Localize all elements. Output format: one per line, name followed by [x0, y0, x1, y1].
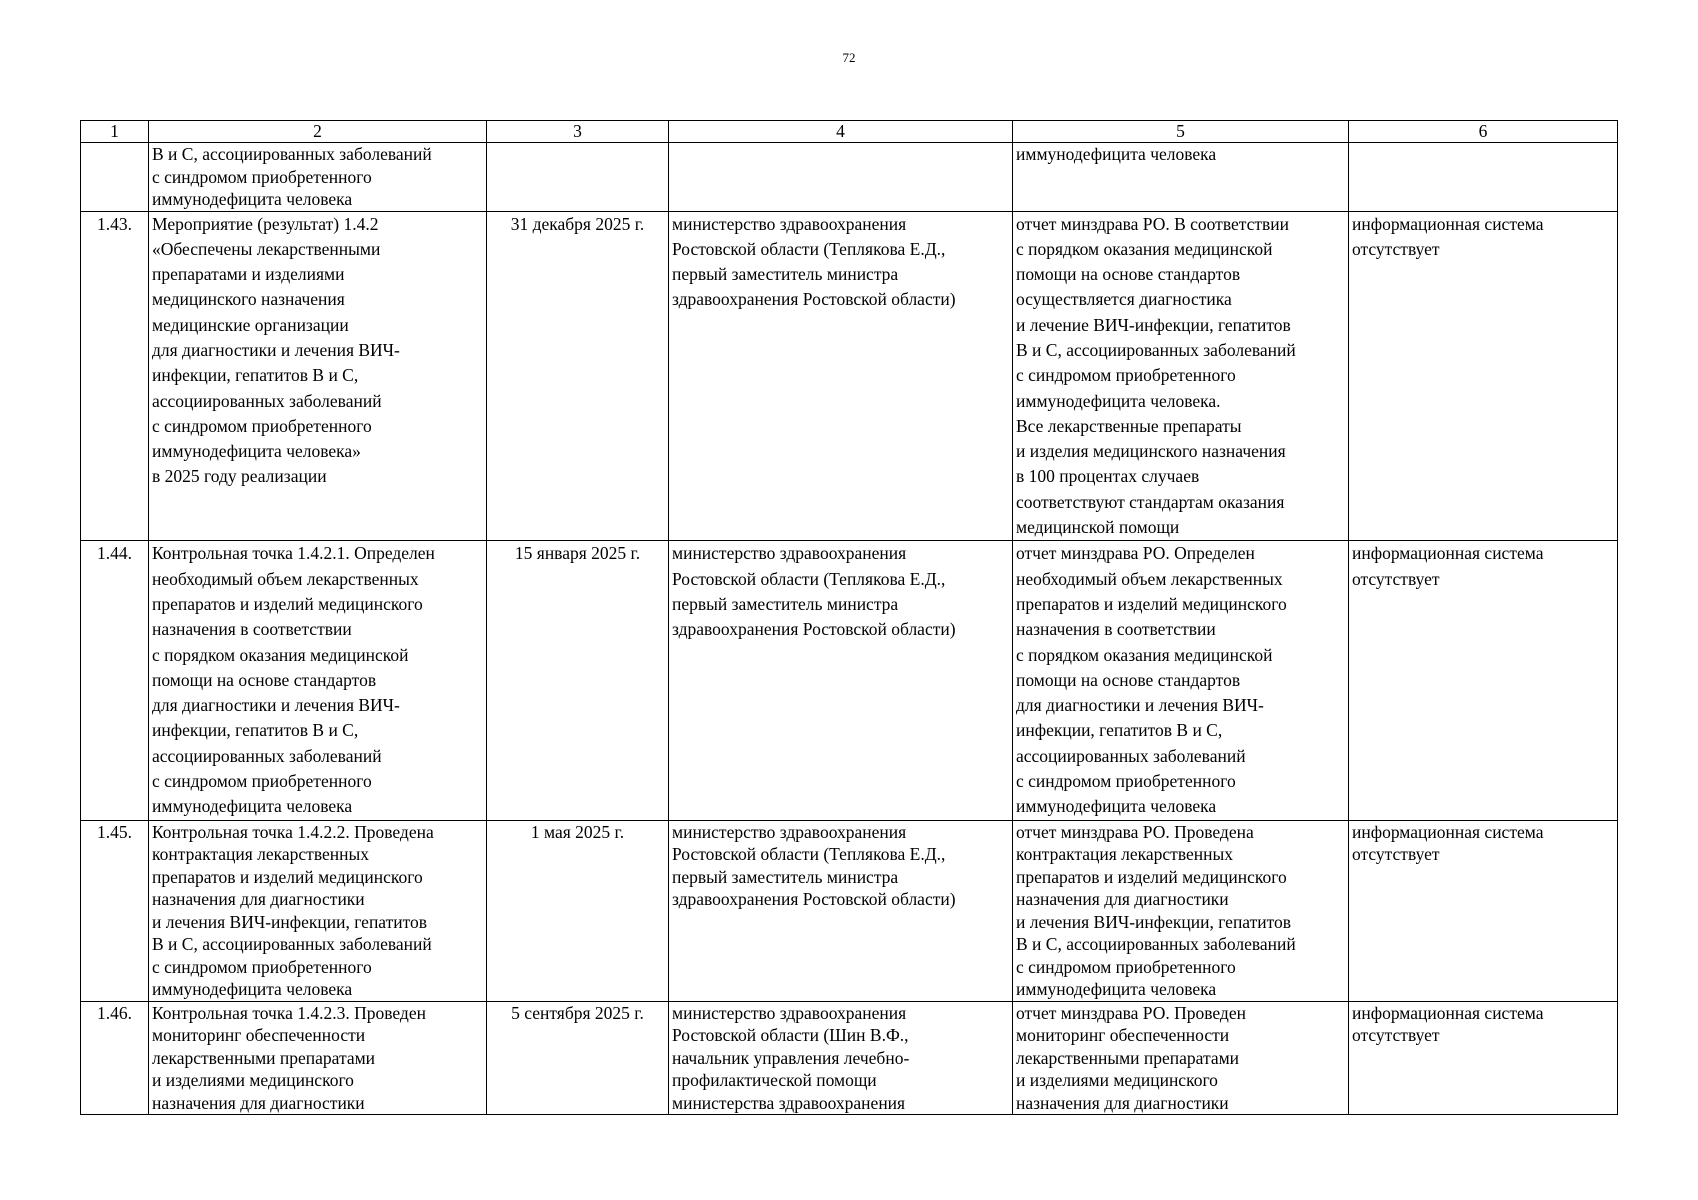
event-cell: [149, 541, 487, 820]
column-header: 6: [1349, 121, 1618, 143]
cell-line: информационная система: [1352, 543, 1544, 564]
cell-line: назначения для диагностики: [1016, 1092, 1229, 1113]
info-system-cell: [1349, 143, 1618, 212]
result-document-cell: [1013, 541, 1349, 820]
event-cell: [149, 1001, 487, 1115]
responsible-cell: [669, 211, 1013, 541]
cell-line: иммунодефицита человека»: [152, 441, 361, 462]
cell-line: медицинские организации: [152, 314, 349, 335]
cell-line: министерства здравоохранения: [672, 1092, 906, 1113]
cell-line: Ростовской области (Шин В.Ф.,: [672, 1025, 909, 1046]
info-system-cell: [1349, 211, 1618, 541]
cell-line: назначения для диагностики: [152, 1092, 365, 1113]
cell-line: контрактация лекарственных: [1016, 844, 1233, 865]
result-document-cell: [1013, 1001, 1349, 1115]
cell-line: В и С, ассоциированных заболеваний: [1016, 934, 1296, 955]
cell-line: с синдромом приобретенного: [1016, 365, 1236, 386]
cell-line: помощи на основе стандартов: [152, 669, 377, 690]
cell-line: иммунодефицита человека: [1016, 144, 1217, 164]
cell-line: медицинской помощи: [1016, 517, 1180, 538]
cell-line: и изделиями медицинского: [152, 1070, 354, 1091]
cell-line: препаратов и изделий медицинского: [152, 866, 423, 887]
cell-line: инфекции, гепатитов В и С,: [1016, 720, 1223, 741]
result-document-cell: [1013, 143, 1349, 212]
responsible-cell: [669, 143, 1013, 212]
cell-line: отчет минздрава РО. Проведен: [1016, 1002, 1246, 1023]
result-document-cell: [1013, 820, 1349, 1001]
cell-line: с порядком оказания медицинской: [1016, 644, 1273, 665]
cell-line: Все лекарственные препараты: [1016, 415, 1242, 436]
row-number-cell: 1.46.: [81, 1001, 149, 1115]
cell-line: первый заместитель министра: [672, 593, 899, 614]
cell-line: назначения для диагностики: [1016, 889, 1229, 910]
responsible-cell: [669, 1001, 1013, 1115]
column-header: 1: [81, 121, 149, 143]
cell-line: и изделиями медицинского: [1016, 1070, 1218, 1091]
responsible-cell: [669, 820, 1013, 1001]
cell-line: с синдромом приобретенного: [152, 415, 372, 436]
info-system-cell: [1349, 820, 1618, 1001]
cell-line: помощи на основе стандартов: [1016, 264, 1241, 285]
cell-line: здравоохранения Ростовской области): [672, 619, 956, 640]
cell-line: с синдромом приобретенного: [152, 166, 372, 187]
info-system-cell: [1349, 1001, 1618, 1115]
deadline-cell: 1 мая 2025 г.: [487, 820, 669, 1001]
cell-line: необходимый объем лекарственных: [1016, 568, 1283, 589]
cell-line: помощи на основе стандартов: [1016, 669, 1241, 690]
cell-line: иммунодефицита человека: [1016, 979, 1217, 1000]
cell-line: информационная система: [1352, 821, 1544, 842]
cell-line: в 100 процентах случаев: [1016, 466, 1200, 487]
result-document-cell: [1013, 211, 1349, 541]
cell-line: Контрольная точка 1.4.2.1. Определен: [152, 543, 435, 564]
cell-line: с синдромом приобретенного: [152, 956, 372, 977]
cell-line: необходимый объем лекарственных: [152, 568, 419, 589]
cell-line: препаратов и изделий медицинского: [1016, 593, 1287, 614]
cell-line: препаратов и изделий медицинского: [152, 593, 423, 614]
cell-line: медицинского назначения: [152, 289, 345, 310]
row-number-cell: 1.43.: [81, 211, 149, 541]
cell-line: лекарственными препаратами: [152, 1047, 376, 1068]
cell-line: информационная система: [1352, 213, 1544, 234]
deadline-cell: [487, 143, 669, 212]
cell-line: лекарственными препаратами: [1016, 1047, 1240, 1068]
column-header: 4: [669, 121, 1013, 143]
cell-line: контрактация лекарственных: [152, 844, 369, 865]
cell-line: министерство здравоохранения: [672, 213, 907, 234]
cell-line: назначения для диагностики: [152, 889, 365, 910]
cell-line: В и С, ассоциированных заболеваний: [152, 144, 432, 164]
cell-line: «Обеспечены лекарственными: [152, 238, 381, 259]
table-row: [81, 541, 1618, 820]
info-system-cell: [1349, 541, 1618, 820]
cell-line: с синдромом приобретенного: [1016, 956, 1236, 977]
cell-line: инфекции, гепатитов В и С,: [152, 720, 359, 741]
column-header: 2: [149, 121, 487, 143]
cell-line: иммунодефицита человека.: [1016, 390, 1221, 411]
responsible-cell: [669, 541, 1013, 820]
table-row: [81, 820, 1618, 1001]
cell-line: отсутствует: [1352, 1025, 1440, 1046]
cell-line: иммунодефицита человека: [1016, 796, 1217, 817]
cell-line: отчет минздрава РО. Определен: [1016, 543, 1255, 564]
cell-line: и изделия медицинского назначения: [1016, 441, 1286, 462]
cell-line: для диагностики и лечения ВИЧ-: [1016, 695, 1264, 716]
cell-line: министерство здравоохранения: [672, 1002, 907, 1023]
cell-line: с синдромом приобретенного: [152, 771, 372, 792]
cell-line: Ростовской области (Теплякова Е.Д.,: [672, 844, 946, 865]
cell-line: здравоохранения Ростовской области): [672, 289, 956, 310]
deadline-cell: 31 декабря 2025 г.: [487, 211, 669, 541]
cell-line: информационная система: [1352, 1002, 1544, 1023]
cell-line: мониторинг обеспеченности: [152, 1025, 366, 1046]
cell-line: для диагностики и лечения ВИЧ-: [152, 339, 400, 360]
cell-line: ассоциированных заболеваний: [1016, 745, 1246, 766]
cell-line: инфекции, гепатитов В и С,: [152, 365, 359, 386]
cell-line: здравоохранения Ростовской области): [672, 889, 956, 910]
cell-line: Контрольная точка 1.4.2.2. Проведена: [152, 821, 434, 842]
cell-line: мониторинг обеспеченности: [1016, 1025, 1230, 1046]
deadline-cell: 5 сентября 2025 г.: [487, 1001, 669, 1115]
cell-line: Контрольная точка 1.4.2.3. Проведен: [152, 1002, 426, 1023]
row-number-cell: [81, 143, 149, 212]
cell-line: ассоциированных заболеваний: [152, 390, 382, 411]
cell-line: профилактической помощи: [672, 1070, 877, 1091]
cell-line: иммунодефицита человека: [152, 796, 353, 817]
cell-line: Мероприятие (результат) 1.4.2: [152, 213, 379, 234]
cell-line: ассоциированных заболеваний: [152, 745, 382, 766]
table-row: [81, 1001, 1618, 1115]
cell-line: В и С, ассоциированных заболеваний: [152, 934, 432, 955]
event-cell: [149, 211, 487, 541]
row-number-cell: 1.45.: [81, 820, 149, 1001]
cell-line: Ростовской области (Теплякова Е.Д.,: [672, 568, 946, 589]
table-row: [81, 211, 1618, 541]
cell-line: в 2025 году реализации: [152, 466, 327, 487]
cell-line: с синдромом приобретенного: [1016, 771, 1236, 792]
cell-line: отчет минздрава РО. Проведена: [1016, 821, 1254, 842]
cell-line: препаратов и изделий медицинского: [1016, 866, 1287, 887]
plan-table: [80, 120, 1618, 1115]
cell-line: Ростовской области (Теплякова Е.Д.,: [672, 238, 946, 259]
cell-line: иммунодефицита человека: [152, 979, 353, 1000]
row-number-cell: 1.44.: [81, 541, 149, 820]
cell-line: и лечение ВИЧ-инфекции, гепатитов: [1016, 314, 1291, 335]
cell-line: первый заместитель министра: [672, 866, 899, 887]
cell-line: назначения в соответствии: [1016, 619, 1216, 640]
deadline-cell: 15 января 2025 г.: [487, 541, 669, 820]
cell-line: министерство здравоохранения: [672, 821, 907, 842]
event-cell: [149, 143, 487, 212]
cell-line: министерство здравоохранения: [672, 543, 907, 564]
column-header: 5: [1013, 121, 1349, 143]
cell-line: отсутствует: [1352, 568, 1440, 589]
cell-line: и лечения ВИЧ-инфекции, гепатитов: [152, 911, 428, 932]
page-number: 72: [842, 50, 856, 65]
cell-line: соответствуют стандартам оказания: [1016, 491, 1285, 512]
cell-line: и лечения ВИЧ-инфекции, гепатитов: [1016, 911, 1292, 932]
column-header: 3: [487, 121, 669, 143]
cell-line: начальник управления лечебно-: [672, 1047, 910, 1068]
cell-line: отсутствует: [1352, 238, 1440, 259]
cell-line: отчет минздрава РО. В соответствии: [1016, 213, 1290, 234]
cell-line: осуществляется диагностика: [1016, 289, 1232, 310]
cell-line: с порядком оказания медицинской: [1016, 238, 1273, 259]
cell-line: В и С, ассоциированных заболеваний: [1016, 339, 1296, 360]
cell-line: иммунодефицита человека: [152, 189, 353, 209]
cell-line: препаратами и изделиями: [152, 264, 345, 285]
cell-line: отсутствует: [1352, 844, 1440, 865]
table-row: [81, 143, 1618, 212]
cell-line: с порядком оказания медицинской: [152, 644, 409, 665]
event-cell: [149, 820, 487, 1001]
cell-line: первый заместитель министра: [672, 264, 899, 285]
cell-line: для диагностики и лечения ВИЧ-: [152, 695, 400, 716]
cell-line: назначения в соответствии: [152, 619, 352, 640]
column-number-header-row: [81, 121, 1618, 143]
